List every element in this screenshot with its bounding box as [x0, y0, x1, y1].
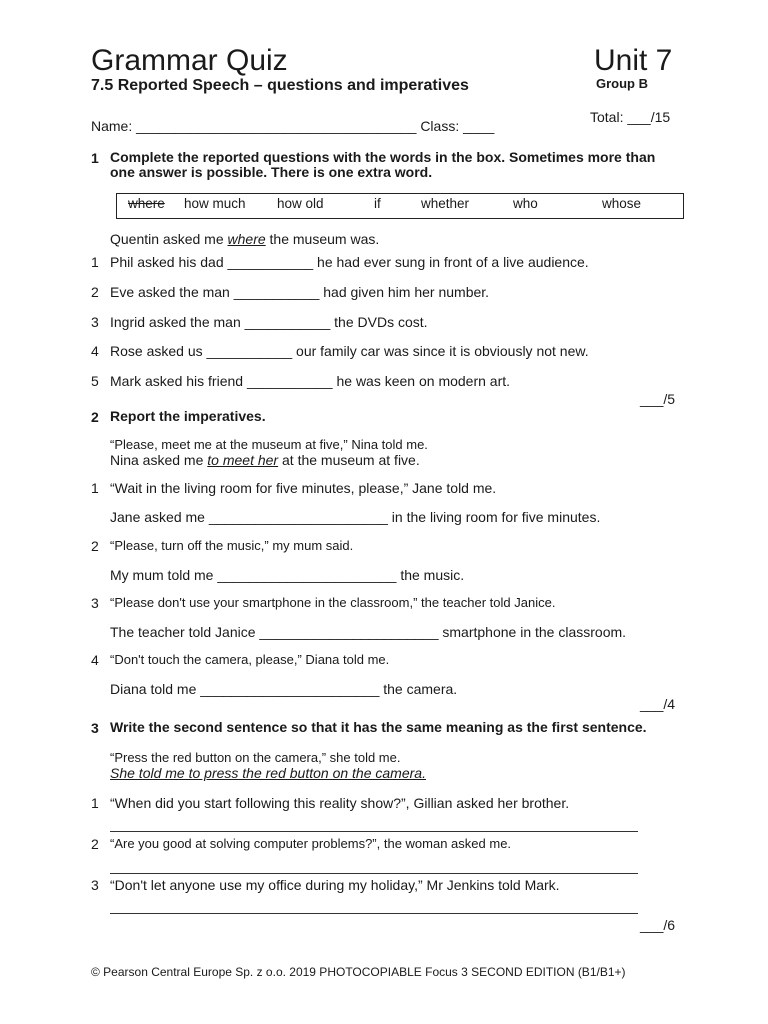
section-3-example-answer: She told me to press the red button on the camera.: [110, 765, 426, 781]
word-box-item: whose: [602, 196, 642, 211]
word-box-item: how much: [184, 196, 246, 211]
answer-line[interactable]: [110, 831, 638, 832]
group-label: Group B: [596, 76, 648, 91]
item-number: 1: [91, 254, 99, 270]
item-number: 3: [91, 314, 99, 330]
total-score: Total: ___/15: [590, 109, 671, 125]
section-2-item-answer: Diana told me _______________________ the camera.: [110, 681, 458, 697]
example-text: the museum was.: [265, 231, 380, 247]
word-box-item: whether: [421, 196, 470, 211]
item-number: 3: [91, 877, 99, 893]
section-1-item: Ingrid asked the man ___________ the DVDs cost.: [110, 314, 428, 330]
section-2-item-answer: Jane asked me _______________________ in the living room for five minutes.: [110, 509, 601, 525]
item-number: 2: [91, 538, 99, 554]
section-3-item-quote: “Are you good at solving computer problems?”, the woman asked me.: [110, 836, 512, 851]
answer-line[interactable]: [110, 873, 638, 874]
page-title: Grammar Quiz: [91, 44, 288, 77]
word-box-item: if: [374, 196, 381, 211]
item-number: 1: [91, 480, 99, 496]
example-text: at the museum at five.: [278, 452, 420, 468]
item-number: 4: [91, 652, 99, 668]
section-2-item-quote: “Please don't use your smartphone in the classroom,” the teacher told Janice.: [110, 595, 556, 610]
section-2-item-answer: My mum told me _______________________ the music.: [110, 567, 465, 583]
item-number: 2: [91, 284, 99, 300]
section-1-item: Rose asked us ___________ our family car was since it is obviously not new.: [110, 343, 589, 359]
section-3-example-quote: “Press the red button on the camera,” she told me.: [110, 750, 401, 765]
section-1-instruction-line2: one answer is possible. There is one extra word.: [110, 164, 433, 180]
section-1-item: Mark asked his friend ___________ he was keen on modern art.: [110, 373, 511, 389]
page-subtitle: 7.5 Reported Speech – questions and imperatives: [91, 77, 469, 94]
word-box-item: where: [128, 196, 165, 211]
section-2-example-quote: “Please, meet me at the museum at five,” Nina told me.: [110, 437, 428, 452]
section-1-instruction-line1: Complete the reported questions with the words in the box. Sometimes more than: [110, 149, 656, 165]
example-answer: to meet her: [207, 452, 279, 468]
section-1-score: ___/5: [640, 391, 676, 407]
section-2-score: ___/4: [640, 696, 676, 712]
section-2-item-answer: The teacher told Janice _______________________ smartphone in the classroom.: [110, 624, 627, 640]
footer-copyright: © Pearson Central Europe Sp. z o.o. 2019 PHOTOCOPIABLE Focus 3 SECOND EDITION (B1/B1+): [91, 965, 626, 979]
example-answer: where: [227, 231, 266, 247]
section-2-number: 2: [91, 409, 99, 425]
section-2-item-quote: “Wait in the living room for five minutes, please,” Jane told me.: [110, 480, 497, 496]
section-1-item: Eve asked the man ___________ had given him her number.: [110, 284, 490, 300]
example-text: Nina asked me: [110, 452, 208, 468]
section-2-item-quote: “Please, turn off the music,” my mum said.: [110, 538, 354, 553]
section-2-instruction: Report the imperatives.: [110, 408, 266, 424]
section-3-number: 3: [91, 720, 99, 736]
section-1-number: 1: [91, 150, 99, 166]
section-3-score: ___/6: [640, 917, 676, 933]
word-box: [116, 193, 684, 219]
section-3-item-quote: “Don't let anyone use my office during my holiday,” Mr Jenkins told Mark.: [110, 877, 560, 893]
item-number: 4: [91, 343, 99, 359]
section-3-item-quote: “When did you start following this reality show?”, Gillian asked her brother.: [110, 795, 570, 811]
section-2-item-quote: “Don't touch the camera, please,” Diana told me.: [110, 652, 390, 667]
answer-line[interactable]: [110, 913, 638, 914]
section-2-example: [110, 452, 420, 468]
example-text: Quentin asked me: [110, 231, 228, 247]
section-1-example: [110, 231, 379, 247]
item-number: 3: [91, 595, 99, 611]
unit-label: Unit 7: [594, 44, 673, 77]
item-number: 2: [91, 836, 99, 852]
word-box-item: how old: [277, 196, 324, 211]
section-3-instruction: Write the second sentence so that it has the same meaning as the first sentence.: [110, 719, 647, 735]
section-1-item: Phil asked his dad ___________ he had ever sung in front of a live audience.: [110, 254, 589, 270]
name-class-line: Name: ____________________________________ Class: ____: [91, 118, 495, 134]
word-box-item: who: [513, 196, 538, 211]
item-number: 1: [91, 795, 99, 811]
item-number: 5: [91, 373, 99, 389]
